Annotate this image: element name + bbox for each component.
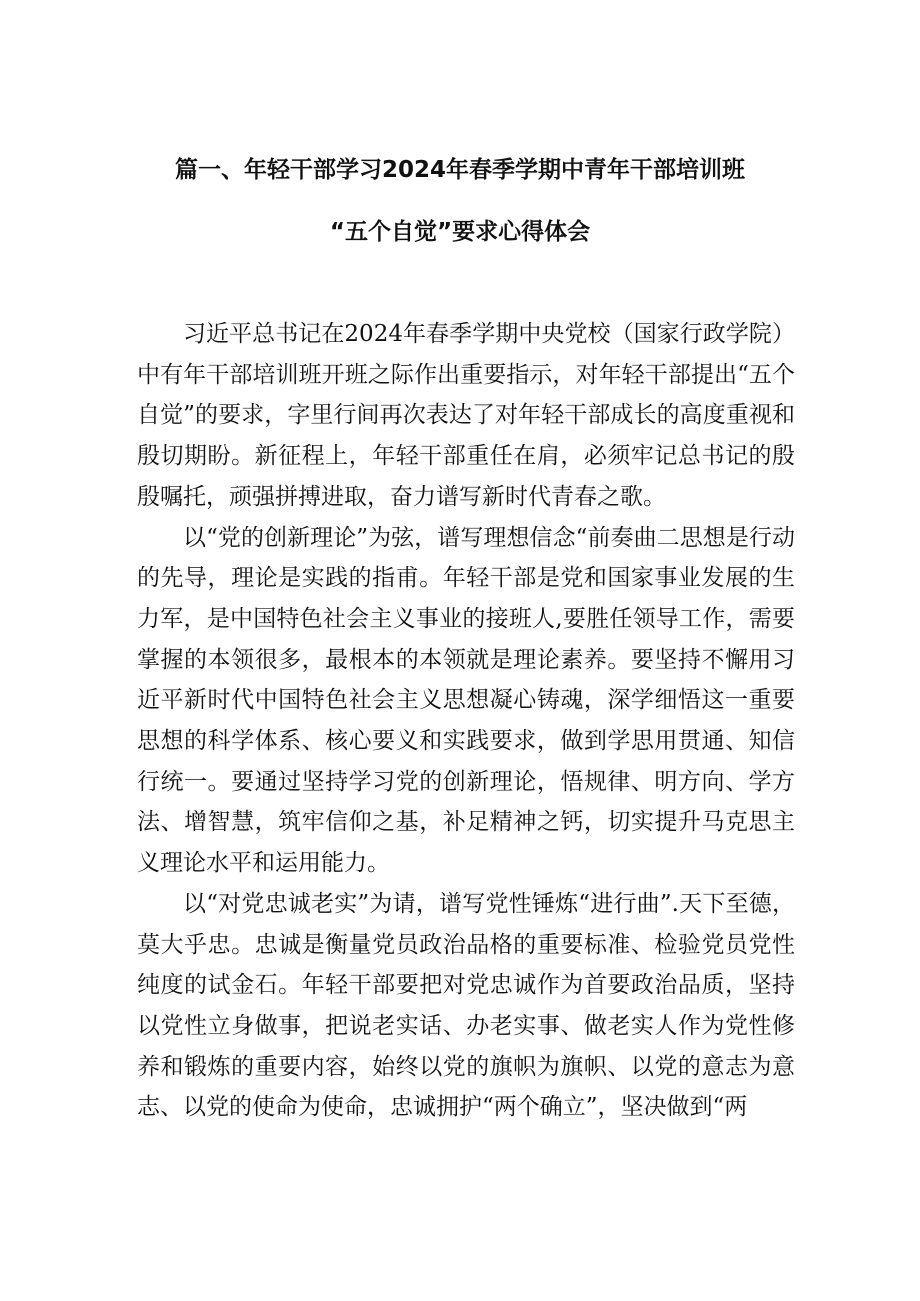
paragraph-theory: 以“党的创新理论”为弦，谱写理想信念“前奏曲二思想是行动的先导，理论是实践的指甫。年轻干部是党和国家事业发展的生力军，是中国特色社会主义事业的接班人,要胜任领导工作，需要掌握的本领很多，最根本的本领就是理论素养。要坚持不懈用习近平新时代中国特色社会主义思想凝心铸魂，深学细悟这一重要思想的科学体系、核心要义和实践要求，做到学思用贯通、知信行统一。要通过坚持学习党的创新理论，悟规律、明方向、学方法、增智慧，筑牢信仰之基，补足精神之钙，切实提升马克思主义理论水平和运用能力。	[137, 524, 795, 877]
document-title-line-1: 篇一、年轻干部学习2024年春季学期中青年干部培训班	[174, 157, 745, 183]
document-body	[137, 314, 795, 1128]
paragraph-intro: 习近平总书记在2024年春季学期中央党校（国家行政学院）中有年干部培训班开班之际作出重要指示，对年轻干部提出“五个自觉”的要求，字里行间再次表达了对年轻干部成长的高度重视和殷切期盼。新征程上，年轻干部重任在肩，必须牢记总书记的殷殷嘱托，顽强拼搏进取，奋力谱写新时代青春之歌。	[137, 321, 795, 510]
document-title-line-2: “五个自觉”要求心得体会	[329, 219, 591, 245]
paragraph-loyalty: 以“对党忠诚老实”为请，谱写党性锤炼“进行曲”.天下至德，莫大乎忠。忠诚是衡量党员政治品格的重要标准、检验党员党性纯度的试金石。年轻干部要把对党忠诚作为首要政治品质，坚持以党性立身做事，把说老实话、办老实事、做老实人作为党性修养和锻炼的重要内容，始终以党的旗帜为旗帜、以党的意志为意志、以党的使命为使命，忠诚拥护“两个确立”，坚决做到“两	[137, 890, 795, 1121]
